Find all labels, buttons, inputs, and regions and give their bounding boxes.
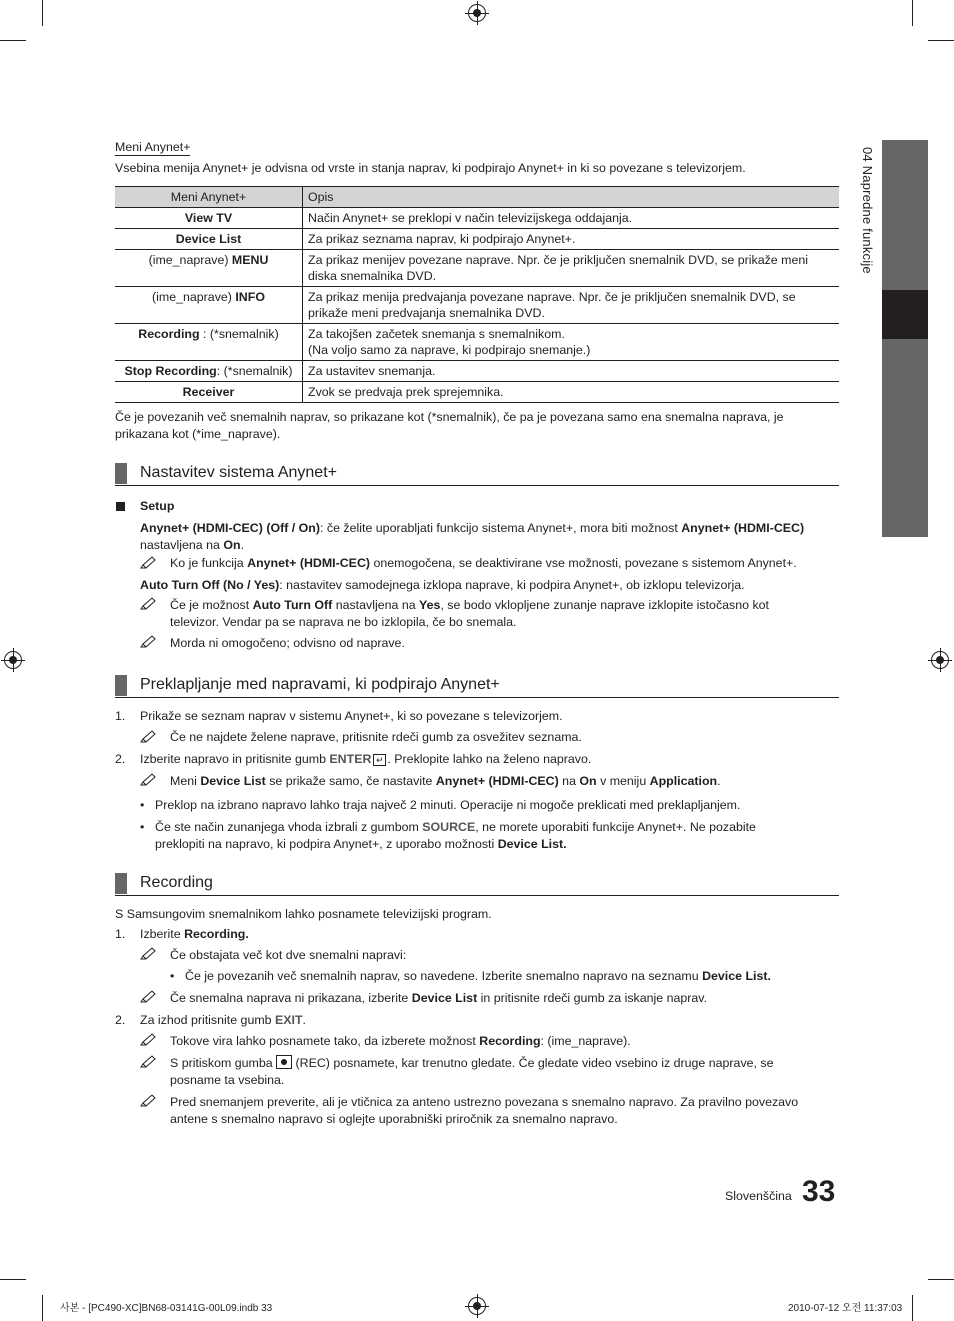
description-cell: Za prikaz menijev povezane naprave. Npr. če je priključen snemalnik DVD, se prikaže meni diska snemalnika DVD. (303, 250, 840, 287)
chapter-label: 04 Napredne funkcije (860, 147, 875, 274)
rec-button-icon (276, 1055, 292, 1069)
setup-anynet-text-2: nastavljena na On. (140, 538, 245, 552)
chapter-tab-block (882, 140, 928, 290)
note-pencil-icon (140, 947, 156, 961)
recording-note-3: Tokove vira lahko posnamete tako, da izberete možnost Recording: (ime_naprave). (170, 1034, 631, 1048)
menu-item-cell: (ime_naprave) MENU (115, 250, 303, 287)
section-title: Preklapljanje med napravami, ki podpirajo Anynet+ (140, 676, 500, 693)
recording-note-2: Če snemalna naprava ni prikazana, izberite Device List in pritisnite rdeči gumb za iskanje naprav. (170, 991, 707, 1005)
crop-mark (928, 40, 954, 41)
crop-mark (912, 1295, 913, 1321)
registration-mark-icon (468, 4, 486, 22)
recording-note-5-cont: antene s snemalno napravo si oglejte uporabniški priročnik za snemalno napravo. (170, 1112, 618, 1126)
square-bullet-icon (116, 502, 125, 511)
description-cell: Zvok se predvaja prek sprejemnika. (303, 382, 840, 403)
crop-mark (42, 0, 43, 26)
note-pencil-icon (140, 990, 156, 1004)
section-marker (115, 873, 127, 894)
note-pencil-icon (140, 597, 156, 611)
switch-step-1-note: Če ne najdete želene naprave, pritisnite rdeči gumb za osvežitev seznama. (170, 730, 582, 744)
note-pencil-icon (140, 1033, 156, 1047)
description-cell: Za prikaz seznama naprav, ki podpirajo Anynet+. (303, 229, 840, 250)
menu-section-description: Vsebina menija Anynet+ je odvisna od vrste in stanja naprav, ki podpirajo Anynet+ in ki so povezane s televizorjem. (115, 161, 746, 175)
section-heading (115, 873, 839, 896)
page-number: 33 (802, 1175, 836, 1208)
footer-timestamp: 2010-07-12 오전 11:37:03 (788, 1303, 903, 1314)
note-pencil-icon (140, 1055, 156, 1069)
section-heading (115, 675, 839, 698)
recording-note-5: Pred snemanjem preverite, ali je vtičnica za anteno ustrezno povezana s snemalno napravo. Za pravilno povezavo (170, 1095, 799, 1109)
switch-bullet-1: Preklop na izbrano napravo lahko traja največ 2 minuti. Operacije ni mogoče preklicati med preklapljanjem. (155, 798, 741, 812)
setup-note-2: Če je možnost Auto Turn Off nastavljena na Yes, se bodo vklopljene zunanje naprave izklopite istočasno kot (170, 598, 769, 612)
registration-mark-icon (931, 651, 949, 669)
recording-note-1: Če obstajata več kot dve snemalni napravi: (170, 948, 407, 962)
recording-intro: S Samsungovim snemalnikom lahko posnamete televizijski program. (115, 907, 492, 921)
chapter-tab-active-block (882, 290, 928, 339)
switch-step-2: Izberite napravo in pritisnite gumb ENTER ↵ . Preklopite lahko na želeno napravo. (140, 752, 592, 766)
note-pencil-icon (140, 556, 156, 570)
switch-step-1: Prikaže se seznam naprav v sistemu Anynet+, ki so povezane s televizorjem. (140, 709, 563, 723)
table-row (115, 250, 839, 287)
note-pencil-icon (140, 1094, 156, 1108)
crop-mark (0, 1279, 26, 1280)
switch-step-2-note: Meni Device List se prikaže samo, če nastavite Anynet+ (HDMI-CEC) na On v meniju Application. (170, 774, 721, 788)
recording-note-4: S pritiskom gumba (REC) posnamete, kar trenutno gledate. Če gledate video vsebino iz druge naprave, se (170, 1056, 774, 1070)
section-marker (115, 463, 127, 484)
table-row (115, 324, 839, 361)
enter-icon: ↵ (373, 754, 386, 766)
setup-note-2-cont: televizor. Vendar pa se naprava ne bo izklopila, če bo snemala. (170, 615, 517, 629)
chapter-tab-block (882, 339, 928, 537)
table-row (115, 208, 839, 229)
section-marker (115, 675, 127, 696)
menu-item-cell: (ime_naprave) INFO (115, 287, 303, 324)
footer-file-info: 사본 - [PC490-XC]BN68-03141G-00L09.indb 33 (60, 1303, 273, 1314)
bullet-icon: • (170, 969, 175, 983)
table-row (115, 382, 839, 403)
description-cell: Za takojšen začetek snemanja s snemalnikom. (Na voljo samo za naprave, ki podpirajo snemanje.) (303, 324, 840, 361)
multiple-recorders-note: Če je povezanih več snemalnih naprav, so prikazane kot (*snemalnik), če pa je povezana samo ena snemalna naprava, je prikazana kot (*ime_naprave). (115, 410, 784, 441)
table-row (115, 229, 839, 250)
menu-item-cell: View TV (115, 208, 303, 229)
crop-mark (42, 1295, 43, 1321)
setup-note-1: Ko je funkcija Anynet+ (HDMI-CEC) onemogočena, se deaktivirane vse možnosti, povezane s sistemom Anynet+. (170, 556, 797, 570)
setup-note-3: Morda ni omogočeno; odvisno od naprave. (170, 636, 405, 650)
table-row (115, 361, 839, 382)
table-header-row (115, 187, 839, 208)
step-number: 1. (115, 709, 126, 723)
bullet-icon: • (140, 798, 145, 812)
switch-bullet-2-cont: preklopiti na napravo, ki podpira Anynet+, z uporabo možnosti Device List. (155, 837, 567, 851)
switch-bullet-2: Če ste način zunanjega vhoda izbrali z gumbom SOURCE, ne morete uporabiti funkcije Anynet+. Ne pozabite (155, 820, 756, 834)
setup-auto-off-text: Auto Turn Off (No / Yes): nastavitev samodejnega izklopa naprave, ki podpira Anynet+, ob izklopu televizorja. (140, 578, 745, 592)
crop-mark (912, 0, 913, 26)
bullet-icon: • (140, 820, 145, 834)
recording-step-1: Izberite Recording. (140, 927, 249, 941)
menu-item-cell: Recording : (*snemalnik) (115, 324, 303, 361)
anynet-menu-table (115, 186, 839, 403)
crop-mark (0, 40, 26, 41)
table-header: Meni Anynet+ (115, 187, 303, 208)
registration-mark-icon (4, 651, 22, 669)
recording-note-4-cont: posname ta vsebina. (170, 1073, 285, 1087)
description-cell: Za prikaz menija predvajanja povezane naprave. Npr. če je priključen snemalnik DVD, se prikaže meni predvajanja snemalnika DVD. (303, 287, 840, 324)
table-row (115, 287, 839, 324)
note-pencil-icon (140, 635, 156, 649)
section-heading (115, 463, 839, 486)
note-pencil-icon (140, 773, 156, 787)
recording-step-2: Za izhod pritisnite gumb EXIT. (140, 1013, 306, 1027)
description-cell: Za ustavitev snemanja. (303, 361, 840, 382)
section-title: Nastavitev sistema Anynet+ (140, 464, 337, 481)
menu-item-cell: Receiver (115, 382, 303, 403)
table-header: Opis (303, 187, 840, 208)
step-number: 2. (115, 1013, 126, 1027)
setup-anynet-text: Anynet+ (HDMI-CEC) (Off / On): če želite uporabljati funkcijo sistema Anynet+, mora biti možnost Anynet+ (HDMI-CEC) (140, 521, 805, 535)
menu-section-title: Meni Anynet+ (115, 140, 191, 154)
registration-mark-icon (468, 1297, 486, 1315)
setup-label: Setup (140, 499, 175, 513)
step-number: 2. (115, 752, 126, 766)
page-language: Slovenščina (725, 1189, 792, 1203)
menu-item-cell: Stop Recording: (*snemalnik) (115, 361, 303, 382)
step-number: 1. (115, 927, 126, 941)
section-title: Recording (140, 874, 213, 891)
note-pencil-icon (140, 730, 156, 744)
description-cell: Način Anynet+ se preklopi v način televizijskega oddajanja. (303, 208, 840, 229)
recording-sub-bullet: Če je povezanih več snemalnih naprav, so navedene. Izberite snemalno napravo na seznamu Device List. (185, 969, 771, 983)
menu-item-cell: Device List (115, 229, 303, 250)
crop-mark (928, 1279, 954, 1280)
